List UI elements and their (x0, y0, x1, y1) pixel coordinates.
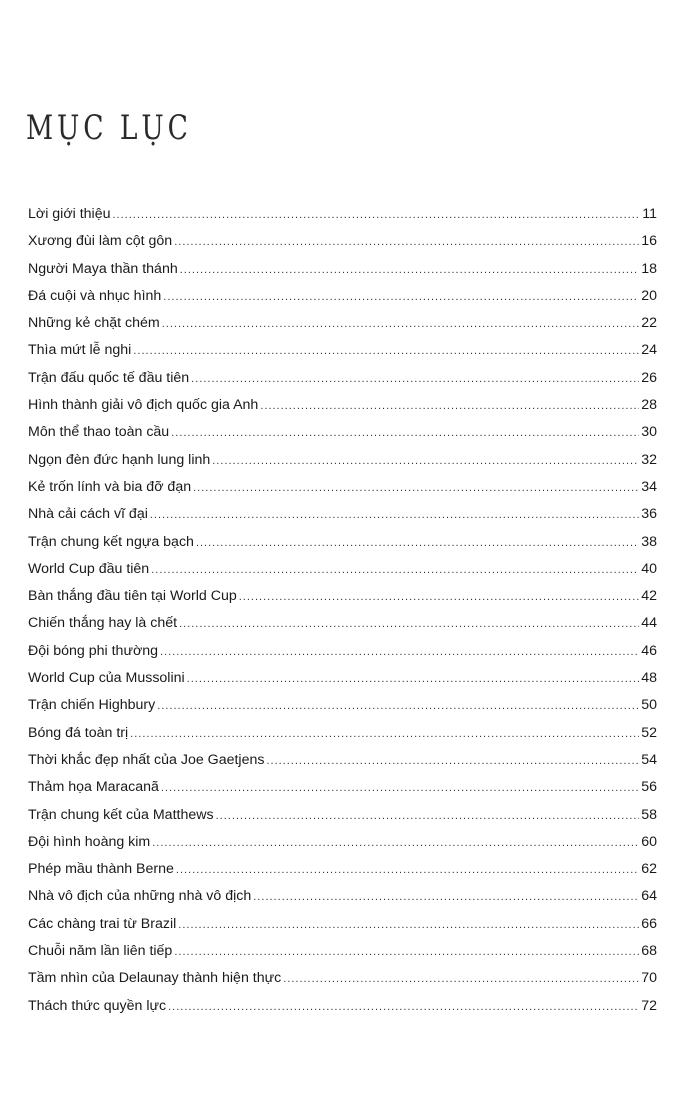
toc-entry[interactable] (28, 201, 657, 228)
toc-entry[interactable] (28, 556, 657, 583)
dot-leader (178, 912, 639, 939)
dot-leader (260, 393, 639, 420)
toc-entry-page: 46 (641, 642, 657, 659)
dot-leader (157, 693, 639, 720)
toc-entry[interactable] (28, 720, 657, 747)
toc-entry[interactable] (28, 256, 657, 283)
dot-leader (216, 803, 639, 830)
dot-leader (163, 284, 639, 311)
toc-entry-page: 36 (641, 506, 657, 523)
toc-entry-page: 42 (641, 588, 657, 605)
toc-entry-title: Người Maya thần thánh (28, 260, 178, 277)
toc-entry-title: World Cup của Mussolini (28, 670, 185, 687)
dot-leader (283, 966, 639, 993)
toc-entry-page: 22 (641, 315, 657, 332)
toc-entry[interactable] (28, 583, 657, 610)
toc-entry-title: Lời giới thiệu (28, 206, 111, 222)
toc-entry[interactable] (28, 283, 657, 310)
dot-leader (253, 884, 639, 911)
toc-entry[interactable] (28, 392, 657, 419)
toc-entry-title: Nhà cải cách vĩ đại (28, 506, 148, 523)
toc-entry-page: 34 (641, 478, 657, 495)
dot-leader (196, 530, 639, 557)
toc-entry-title: Bàn thắng đầu tiên tại World Cup (28, 588, 237, 605)
dot-leader (191, 366, 639, 393)
toc-entry[interactable] (28, 529, 657, 556)
toc-entry-title: Thời khắc đẹp nhất của Joe Gaetjens (28, 751, 265, 768)
toc-entry-page: 32 (641, 451, 657, 468)
toc-entry-page: 56 (641, 779, 657, 796)
toc-entry-page: 60 (641, 833, 657, 850)
toc-entry[interactable] (28, 965, 657, 992)
toc-entry[interactable] (28, 747, 657, 774)
toc-entry-page: 72 (641, 997, 657, 1014)
toc-entry-page: 66 (641, 915, 657, 932)
toc-entry-page: 40 (641, 560, 657, 577)
toc-entry[interactable] (28, 802, 657, 829)
toc-entry[interactable] (28, 774, 657, 801)
toc-entry[interactable] (28, 856, 657, 883)
toc-entry-title: Đội hình hoàng kim (28, 833, 151, 850)
toc-entry-page: 64 (641, 888, 657, 905)
toc-entry[interactable] (28, 938, 657, 965)
dot-leader (266, 748, 639, 775)
toc-entry-page: 54 (641, 751, 657, 768)
toc-entry-title: Xương đùi làm cột gôn (28, 233, 173, 250)
toc-entry-page: 38 (641, 533, 657, 550)
dot-leader (193, 475, 639, 502)
toc-entry[interactable] (28, 337, 657, 364)
dot-leader (171, 420, 639, 447)
toc-entry-page: 16 (641, 233, 657, 250)
dot-leader (174, 229, 639, 256)
toc-entry[interactable] (28, 829, 657, 856)
toc-entry-page: 28 (641, 397, 657, 414)
dot-leader (239, 584, 639, 611)
dot-leader (187, 666, 639, 693)
toc-entry[interactable] (28, 419, 657, 446)
toc-entry-title: Tầm nhìn của Delaunay thành hiện thực (28, 970, 282, 987)
toc-entry-title: Thảm họa Maracanã (28, 779, 159, 796)
toc-entry-title: Trận chiến Highbury (28, 697, 156, 714)
toc-entry[interactable] (28, 993, 657, 1020)
table-of-contents (28, 201, 657, 1020)
dot-leader (130, 721, 639, 748)
toc-entry-title: Phép mầu thành Berne (28, 861, 174, 878)
toc-entry-page: 11 (642, 206, 657, 222)
toc-entry-title: Những kẻ chặt chém (28, 315, 160, 332)
dot-leader (152, 830, 639, 857)
toc-entry-title: Trận chung kết ngựa bạch (28, 533, 194, 550)
toc-entry[interactable] (28, 911, 657, 938)
toc-entry[interactable] (28, 474, 657, 501)
dot-leader (161, 775, 639, 802)
toc-entry-title: Thìa mứt lễ nghi (28, 342, 132, 359)
toc-entry-page: 68 (641, 943, 657, 960)
toc-entry-title: Các chàng trai từ Brazil (28, 915, 177, 932)
dot-leader (179, 611, 639, 638)
toc-entry-title: Nhà vô địch của những nhà vô địch (28, 888, 252, 905)
toc-entry-title: Đội bóng phi thường (28, 642, 159, 659)
toc-entry[interactable] (28, 883, 657, 910)
toc-entry[interactable] (28, 365, 657, 392)
toc-entry-page: 70 (641, 970, 657, 987)
dot-leader (180, 257, 639, 284)
dot-leader (212, 448, 639, 475)
toc-entry[interactable] (28, 310, 657, 337)
toc-entry-page: 62 (641, 861, 657, 878)
toc-entry-title: Trận đấu quốc tế đầu tiên (28, 369, 190, 386)
toc-entry-title: Bóng đá toàn trị (28, 724, 129, 741)
toc-entry-page: 48 (641, 670, 657, 687)
toc-entry[interactable] (28, 447, 657, 474)
toc-entry-title: Thách thức quyền lực (28, 997, 167, 1014)
toc-entry[interactable] (28, 228, 657, 255)
page-title: MỤC LỤC (26, 108, 192, 148)
toc-entry[interactable] (28, 692, 657, 719)
toc-entry-page: 50 (641, 697, 657, 714)
toc-entry-page: 26 (641, 369, 657, 386)
dot-leader (168, 994, 639, 1021)
toc-entry-page: 58 (641, 806, 657, 823)
toc-entry-page: 30 (641, 424, 657, 441)
toc-entry[interactable] (28, 638, 657, 665)
toc-entry-page: 20 (641, 287, 657, 304)
toc-entry-title: Ngọn đèn đức hạnh lung linh (28, 451, 211, 468)
toc-entry-page: 24 (641, 342, 657, 359)
toc-entry-page: 44 (641, 615, 657, 632)
toc-entry-title: Chuỗi năm lần liên tiếp (28, 943, 173, 960)
toc-entry-page: 18 (641, 260, 657, 277)
toc-entry-title: Kẻ trốn lính và bia đỡ đạn (28, 478, 192, 495)
toc-entry-title: World Cup đầu tiên (28, 560, 150, 577)
dot-leader (150, 502, 639, 529)
toc-entry-title: Trận chung kết của Matthews (28, 806, 214, 823)
toc-entry-title: Đá cuội và nhục hình (28, 287, 162, 304)
dot-leader (176, 857, 639, 884)
toc-entry-page: 52 (641, 724, 657, 741)
toc-entry[interactable] (28, 501, 657, 528)
toc-entry-title: Hình thành giải vô địch quốc gia Anh (28, 397, 259, 414)
dot-leader (133, 338, 639, 365)
toc-entry-title: Môn thể thao toàn cầu (28, 424, 170, 441)
dot-leader (160, 639, 639, 666)
toc-entry[interactable] (28, 610, 657, 637)
toc-entry-title: Chiến thắng hay là chết (28, 615, 178, 632)
toc-entry[interactable] (28, 665, 657, 692)
dot-leader (162, 311, 639, 338)
dot-leader (174, 939, 639, 966)
dot-leader (113, 202, 640, 229)
dot-leader (151, 557, 639, 584)
